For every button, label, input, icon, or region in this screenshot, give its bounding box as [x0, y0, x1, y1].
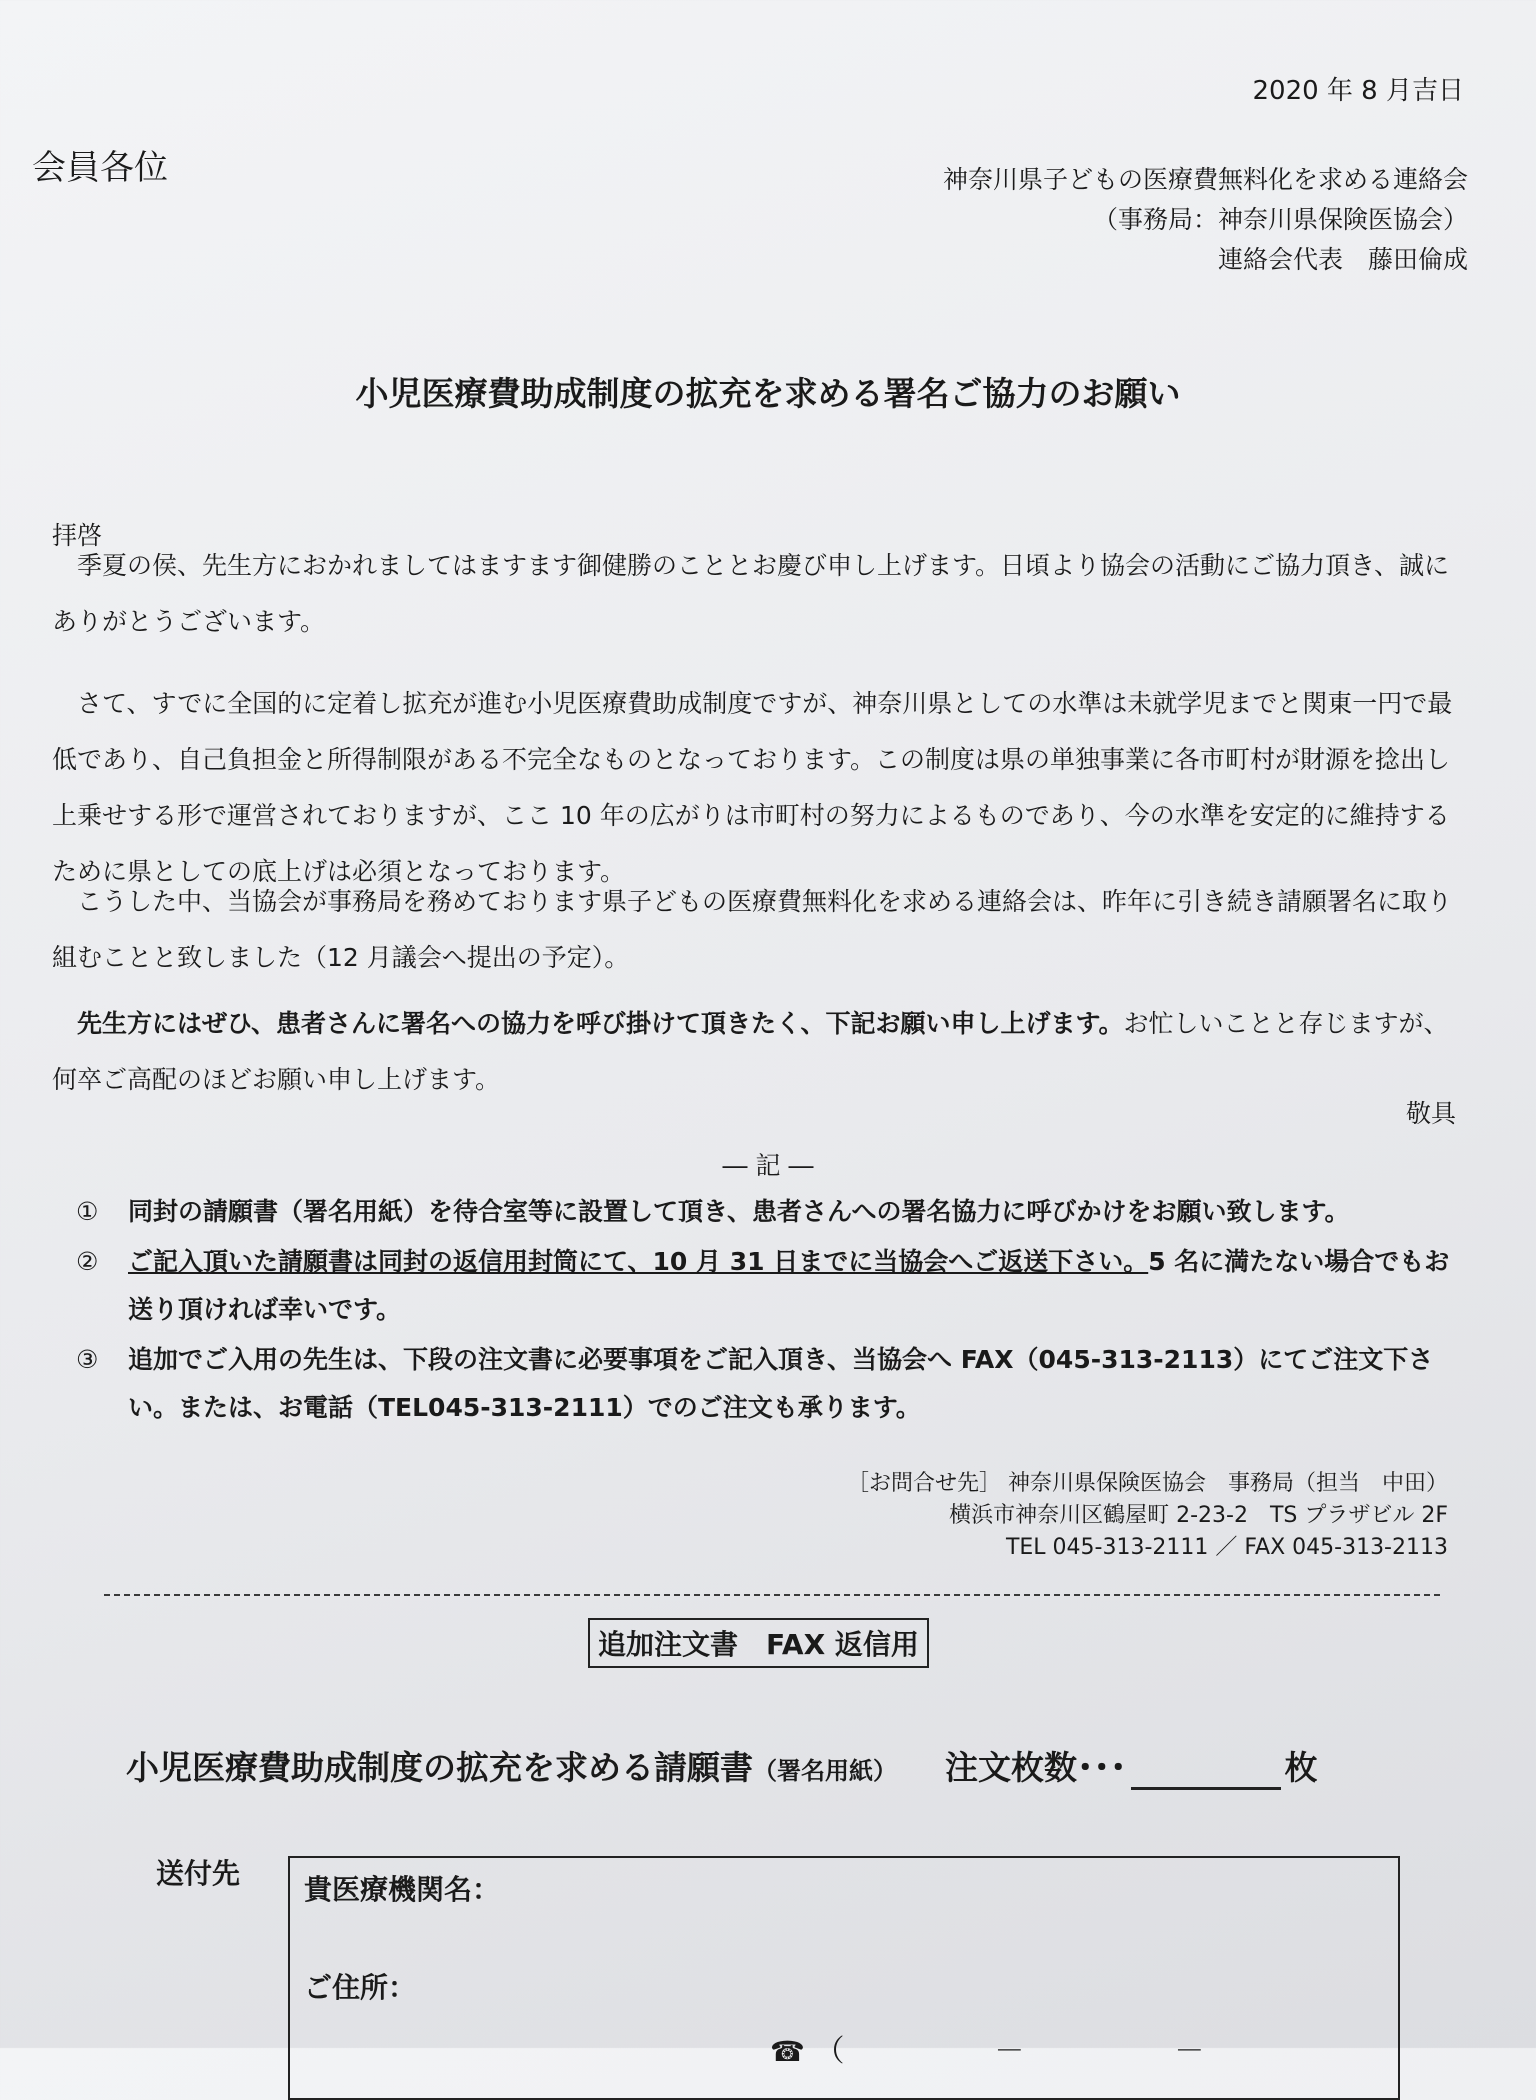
order-product: 小児医療費助成制度の拡充を求める請願書: [126, 1748, 753, 1787]
note-item: [76, 1188, 1456, 1236]
paragraph-1: [52, 538, 1462, 650]
note-number: ①: [76, 1197, 99, 1226]
contact-block: [847, 1468, 1448, 1564]
send-to-label: 送付先: [156, 1857, 241, 1890]
note-number: ③: [76, 1345, 99, 1374]
sender-block: [943, 160, 1468, 280]
paragraph-1-text: 季夏の侯、先生方におかれましてはますます御健勝のこととお慶び申し上げます。日頃より協会の活動にご協力頂き、誠にありがとうございます。: [52, 551, 1450, 636]
address-field[interactable]: ご住所：: [304, 1971, 417, 2004]
paragraph-4: [52, 996, 1462, 1108]
note-text: 追加でご入用の先生は、下段の注文書に必要事項をご記入頂き、当協会へ FAX（045-313-2113）にてご注文下さい。または、お電話（TEL045-313-2111）でのご注文も承ります。: [128, 1345, 1434, 1422]
note-number: ②: [76, 1247, 99, 1276]
cut-line: [104, 1594, 1440, 1596]
note-text: 5 名に満たない場合でもお送り頂ければ幸いです。: [128, 1247, 1450, 1324]
send-to-box: [288, 1856, 1400, 2100]
phone-field[interactable]: [770, 2026, 1204, 2070]
paragraph-4-emphasis: 先生方にはぜひ、患者さんに署名への協力を呼び掛けて頂きたく、下記お願い申し上げます。: [77, 1009, 1124, 1038]
phone-number-blank: （ － －: [814, 2034, 1205, 2069]
paragraph-3-text: こうした中、当協会が事務局を務めております県子どもの医療費無料化を求める連絡会は、昨年に引き続き請願署名に取り組むことと致しました（12 月議会へ提出の予定）。: [52, 887, 1453, 972]
quantity-label: 注文枚数･･･: [945, 1748, 1127, 1787]
note-item: [76, 1336, 1456, 1432]
recipient-salutation: 会員各位: [32, 148, 168, 188]
order-form-title: 追加注文書 FAX 返信用: [588, 1618, 929, 1668]
note-item: [76, 1238, 1456, 1334]
contact-address: 横浜市神奈川区鶴屋町 2-23-2 TS プラザビル 2F: [949, 1503, 1448, 1528]
note-text: 同封の請願書（署名用紙）を待合室等に設置して頂き、患者さんへの署名協力に呼びかけをお願い致します。: [128, 1197, 1350, 1226]
notes-list: [76, 1188, 1456, 1434]
contact-phone-fax: TEL 045-313-2111 ／ FAX 045-313-2113: [1005, 1535, 1448, 1560]
notes-heading: ― 記 ―: [722, 1151, 814, 1180]
paragraph-2-text: さて、すでに全国的に定着し拡充が進む小児医療費助成制度ですが、神奈川県としての水準は未就学児までと関東一円で最低であり、自己負担金と所得制限がある不完全なものとなっております。この制度は県の単独事業に各市町村が財源を捻出し上乗せする形で運営されておりますが、ここ 10 年の広がりは市町村の努力によるものであり、今の水準を安定的に維持するために県としての底上げは必須となっております。: [52, 689, 1453, 886]
quantity-unit: 枚: [1284, 1748, 1318, 1787]
issue-date: 2020 年 8 月吉日: [1252, 76, 1464, 106]
paragraph-3: [52, 874, 1462, 986]
quantity-field[interactable]: [1131, 1748, 1281, 1790]
paragraph-4-rest: お忙しいことと存じますが、何卒ご高配のほどお願い申し上げます。: [52, 1009, 1449, 1094]
sender-organization: 神奈川県子どもの医療費無料化を求める連絡会: [942, 165, 1468, 194]
letter-opening: 拝啓: [52, 521, 103, 550]
order-product-note: （署名用紙）: [753, 1757, 897, 1785]
phone-icon: ☎: [770, 2035, 805, 2068]
sender-representative: 連絡会代表 藤田倫成: [1217, 245, 1468, 274]
sender-secretariat: （事務局：神奈川県保険医協会）: [1092, 205, 1468, 234]
letter-closing: 敬具: [1405, 1099, 1456, 1128]
document-title: 小児医療費助成制度の拡充を求める署名ご協力のお願い: [355, 374, 1181, 413]
paragraph-2: [52, 676, 1462, 900]
order-row: [126, 1742, 1318, 1790]
contact-name: ［お問合せ先］ 神奈川県保険医協会 事務局（担当 中田）: [847, 1471, 1448, 1496]
institution-name-field[interactable]: 貴医療機関名：: [304, 1873, 501, 1906]
note-return-deadline: ご記入頂いた請願書は同封の返信用封筒にて、10 月 31 日までに当協会へご返送下さい。: [128, 1247, 1149, 1276]
